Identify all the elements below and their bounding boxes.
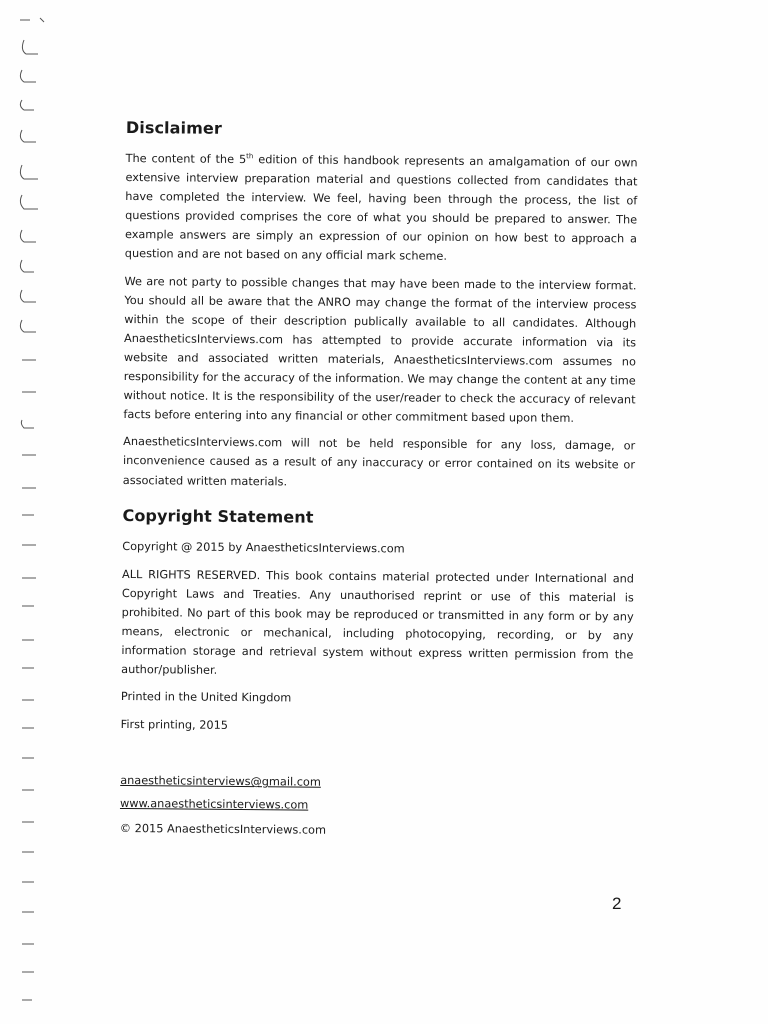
website-link[interactable]: www.anaestheticsinterviews.com bbox=[119, 797, 309, 813]
page-number: 2 bbox=[612, 894, 622, 913]
first-printing-line: First printing, 2015 bbox=[120, 718, 229, 733]
rights-reserved-paragraph: ALL RIGHTS RESERVED. This book contains material protected under International and Copyright Laws and Treaties. Any unauthorised reprint or use of this material is prohibited. No part of this book may be reproduced or transmitted in any form or by any means, electronic or mechanical, including photocopying, recording, or by any information storage and retrieval system without express written permission from the author/publisher. bbox=[121, 567, 635, 677]
printed-in-line: Printed in the United Kingdom bbox=[120, 690, 292, 705]
footer-copyright: © 2015 AnaestheticsInterviews.com bbox=[119, 822, 327, 838]
disclaimer-paragraph-2: We are not party to possible changes that may have been made to the interview format. You should all be aware that the ANRO may change the format of the interview process within the scope of their description publically available to all candidates. Although AnaestheticsInterviews.com has attempted to provide accurate information via its website and associated written materials, AnaestheticsInterviews.com assumes no responsibility for the accuracy of the information. We may change the content at any time without notice. It is the responsibility of the user/reader to check the accuracy of relevant facts before entering into any financial or other commitment based upon them. bbox=[123, 274, 637, 426]
disclaimer-p1-text-after: edition of this handbook represents an amalgamation of our own extensive interview preparation material and questions collected from candidates that have completed the interview. We feel, having been through the process, the list of questions provided comprises the core of what you should be prepared to answer. The example answers are simply an expression of our opinion on how best to approach a question and are not based on any official mark scheme. bbox=[124, 153, 638, 264]
disclaimer-paragraph-3: AnaestheticsInterviews.com will not be held responsible for any loss, damage, or inconvenience caused as a result of any inaccuracy or error contained on its website or associated written materials. bbox=[122, 435, 636, 488]
edition-superscript: th bbox=[246, 152, 254, 161]
disclaimer-paragraph-1 bbox=[125, 149, 638, 268]
disclaimer-p1-text-before: The content of the 5 bbox=[125, 151, 247, 167]
copyright-line: Copyright @ 2015 by AnaestheticsInterviews.com bbox=[122, 539, 405, 556]
scan-margin-marks bbox=[0, 0, 60, 1024]
disclaimer-heading: Disclaimer bbox=[125, 118, 222, 138]
document-page bbox=[120, 118, 638, 851]
copyright-heading: Copyright Statement bbox=[122, 505, 314, 527]
email-link[interactable]: anaestheticsinterviews@gmail.com bbox=[120, 774, 321, 790]
